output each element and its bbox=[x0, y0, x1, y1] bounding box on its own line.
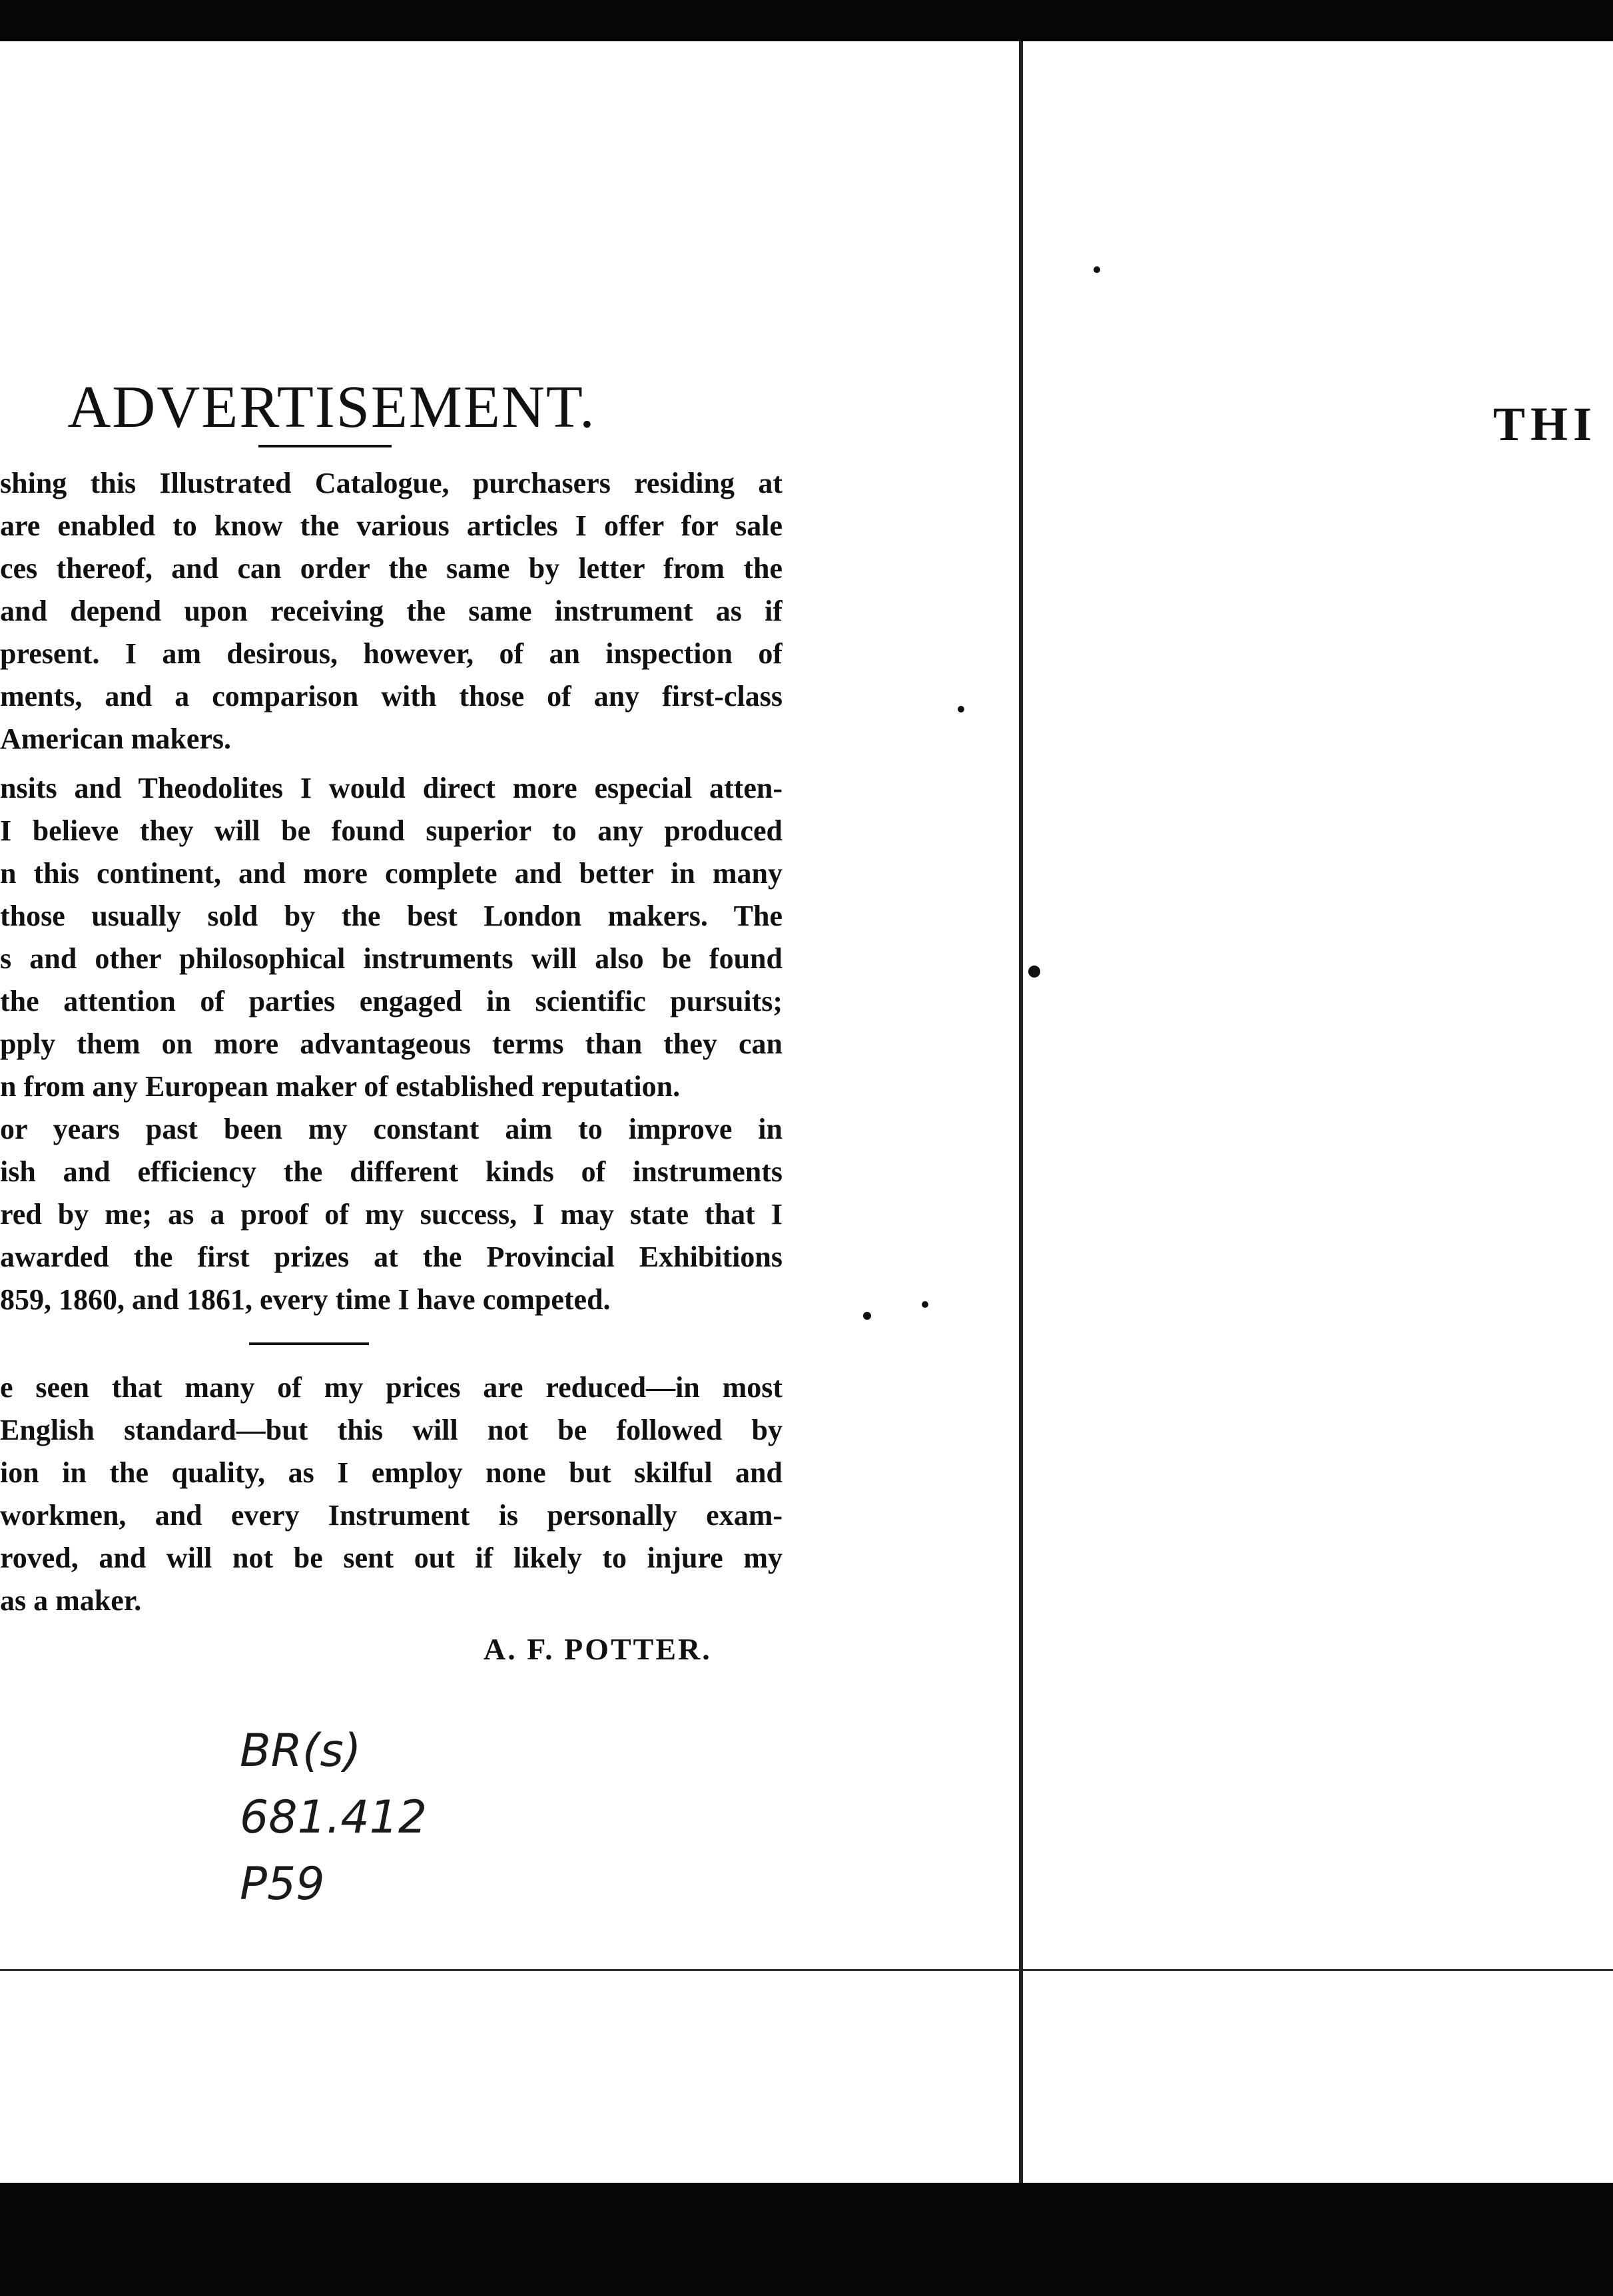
text-line: nsits and Theodolites I would direct more especial atten- bbox=[0, 772, 783, 804]
text-line: red by me; as a proof of my success, I may state that I bbox=[0, 1198, 783, 1231]
text-line: e seen that many of my prices are reduced—in most bbox=[0, 1371, 783, 1404]
paragraph-3 bbox=[0, 1366, 783, 1622]
text-line: English standard—but this will not be followed by bbox=[0, 1414, 783, 1446]
text-line: those usually sold by the best London makers. The bbox=[0, 900, 783, 932]
text-line: n this continent, and more complete and better in many bbox=[0, 857, 783, 890]
scan-speck bbox=[1028, 966, 1040, 978]
scan-speck bbox=[922, 1301, 928, 1308]
text-line: awarded the first prizes at the Provincial Exhibitions bbox=[0, 1241, 783, 1273]
handwritten-shelfmark-line: 681.412 bbox=[240, 1791, 428, 1844]
scan-speck bbox=[958, 706, 964, 713]
handwritten-shelfmark-line: BR(s) bbox=[240, 1725, 362, 1777]
title-rule bbox=[258, 445, 392, 447]
page-title: ADVERTISEMENT. bbox=[67, 374, 596, 440]
text-line: present. I am desirous, however, of an inspection of bbox=[0, 637, 783, 670]
text-line: ces thereof, and can order the same by letter from the bbox=[0, 552, 783, 585]
paragraph-2 bbox=[0, 767, 783, 1321]
text-line: shing this Illustrated Catalogue, purchasers residing at bbox=[0, 467, 783, 499]
text-line: ish and efficiency the different kinds of instruments bbox=[0, 1155, 783, 1188]
section-rule bbox=[249, 1342, 369, 1345]
text-line: workmen, and every Instrument is personally exam- bbox=[0, 1499, 783, 1532]
text-line: ments, and a comparison with those of any first-class bbox=[0, 680, 783, 713]
text-line: pply them on more advantageous terms than they can bbox=[0, 1027, 783, 1060]
text-line: the attention of parties engaged in scientific pursuits; bbox=[0, 985, 783, 1017]
text-line: and depend upon receiving the same instrument as if bbox=[0, 595, 783, 627]
text-line: s and other philosophical instruments will also be found bbox=[0, 942, 783, 975]
scan-border-bottom bbox=[0, 2183, 1613, 2296]
text-line: 859, 1860, and 1861, every time I have competed. bbox=[0, 1283, 611, 1316]
text-line: n from any European maker of established reputation. bbox=[0, 1070, 681, 1103]
text-line: or years past been my constant aim to improve in bbox=[0, 1113, 783, 1145]
text-line: roved, and will not be sent out if likely to injure my bbox=[0, 1542, 783, 1574]
right-page bbox=[1023, 0, 1613, 2183]
right-page-title: THI bbox=[1493, 398, 1598, 451]
text-line: American makers. bbox=[0, 722, 232, 755]
text-line: are enabled to know the various articles I offer for sale bbox=[0, 509, 783, 542]
scan-speck bbox=[1094, 266, 1100, 273]
handwritten-shelfmark-line: P59 bbox=[240, 1858, 325, 1910]
signature: A. F. POTTER. bbox=[484, 1632, 712, 1666]
text-line: I believe they will be found superior to any produced bbox=[0, 814, 783, 847]
scan-speck bbox=[863, 1312, 871, 1320]
text-line: ion in the quality, as I employ none but skilful and bbox=[0, 1456, 783, 1489]
text-line: as a maker. bbox=[0, 1584, 142, 1617]
paragraph-1 bbox=[0, 462, 783, 760]
